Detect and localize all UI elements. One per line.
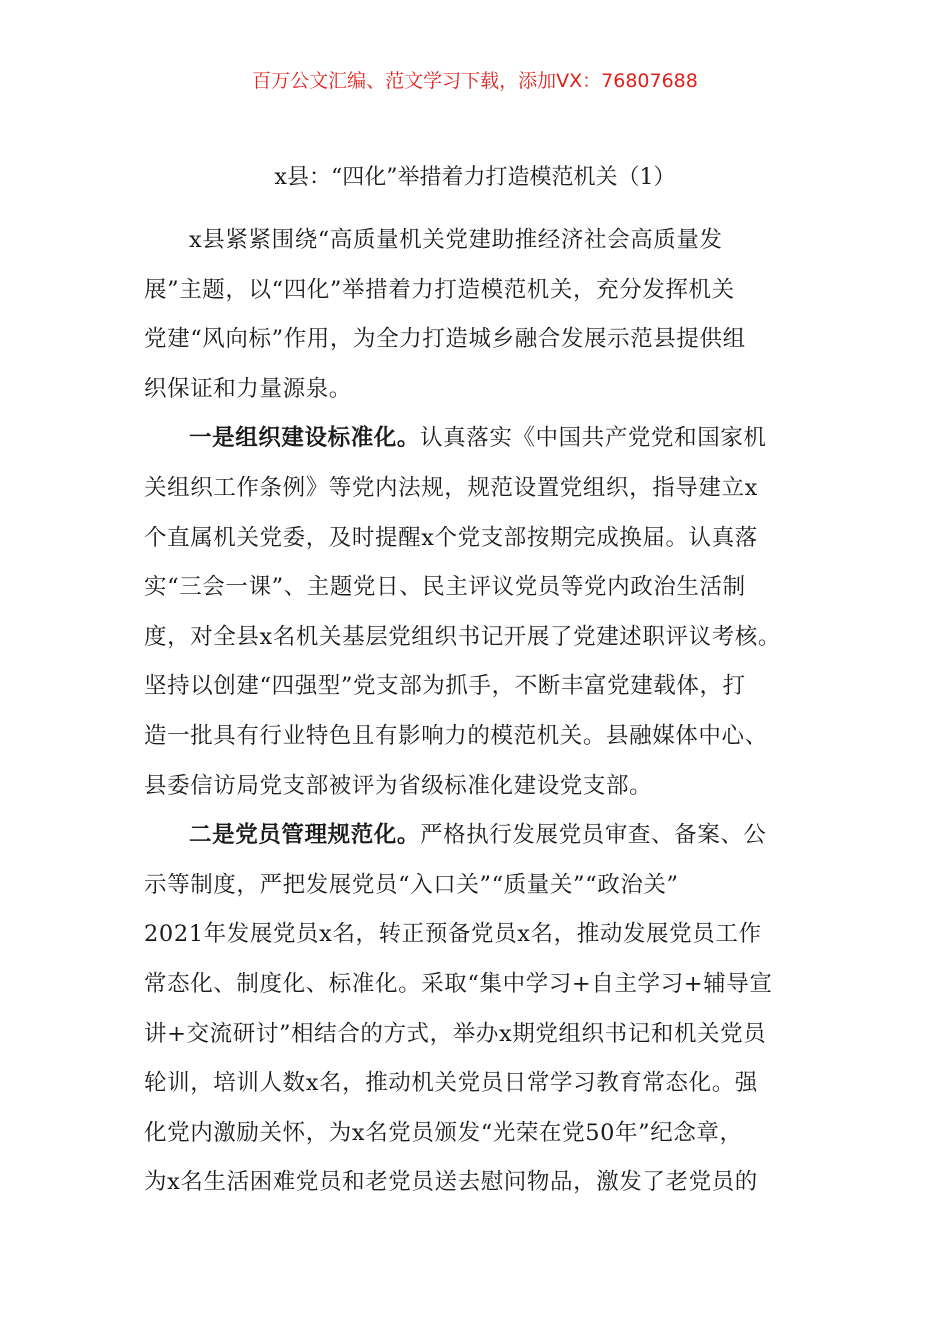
section-line: 关组织工作条例》等党内法规，规范设置党组织，指导建立x — [144, 474, 758, 501]
header-banner: 百万公文汇编、范文学习下载，添加VX：76807688 — [252, 70, 698, 92]
section-lead: 一是组织建设标准化。 — [189, 425, 421, 452]
intro-line: 党建“风向标”作用，为全力打造城乡融合发展示范县提供组 — [144, 326, 746, 353]
section-line: 县委信访局党支部被评为省级标准化建设党支部。 — [144, 772, 653, 799]
intro-paragraph — [144, 216, 808, 414]
section-member-management — [144, 811, 808, 1208]
section-line: 为x名生活困难党员和老党员送去慰问物品，激发了老党员的 — [144, 1169, 758, 1196]
section-line: 2021年发展党员x名，转正预备党员x名，推动发展党员工作 — [144, 921, 762, 948]
section-line: 造一批具有行业特色且有影响力的模范机关。县融媒体中心、 — [144, 722, 768, 749]
section-line: 个直属机关党委，及时提醒x个党支部按期完成换届。认真落 — [144, 524, 758, 551]
document-title: x县：“四化”举措着力打造模范机关（1） — [274, 165, 676, 190]
section-line: 讲+交流研讨”相结合的方式，举办x期党组织书记和机关党员 — [144, 1020, 767, 1047]
intro-line: 织保证和力量源泉。 — [144, 375, 352, 402]
section-line: 示等制度，严把发展党员“入口关”“质量关”“政治关” — [144, 871, 679, 898]
section-line: 轮训，培训人数x名，推动机关党员日常学习教育常态化。强 — [144, 1070, 758, 1097]
section-line: 坚持以创建“四强型”党支部为抓手，不断丰富党建载体，打 — [144, 673, 746, 700]
intro-line: 展”主题，以“四化”举措着力打造模范机关，充分发挥机关 — [144, 276, 735, 303]
section-first-line — [144, 414, 808, 464]
intro-line: x县紧紧围绕“高质量机关党建助推经济社会高质量发 — [189, 227, 723, 253]
document-body — [144, 216, 808, 1208]
section-first-line — [144, 811, 808, 861]
section-lead: 二是党员管理规范化。 — [189, 822, 421, 849]
section-line: 常态化、制度化、标准化。采取“集中学习+自主学习+辅导宣 — [144, 970, 773, 997]
section-first-line-text: 认真落实《中国共产党党和国家机 — [420, 425, 767, 452]
section-line: 实“三会一课”、主题党日、民主评议党员等党内政治生活制 — [144, 574, 746, 601]
section-line: 度，对全县x名机关基层党组织书记开展了党建述职评议考核。 — [144, 623, 781, 650]
section-line: 化党内激励关怀，为x名党员颁发“光荣在党50年”纪念章， — [144, 1119, 743, 1146]
section-organization — [144, 414, 808, 811]
section-first-line-text: 严格执行发展党员审查、备案、公 — [420, 822, 767, 849]
